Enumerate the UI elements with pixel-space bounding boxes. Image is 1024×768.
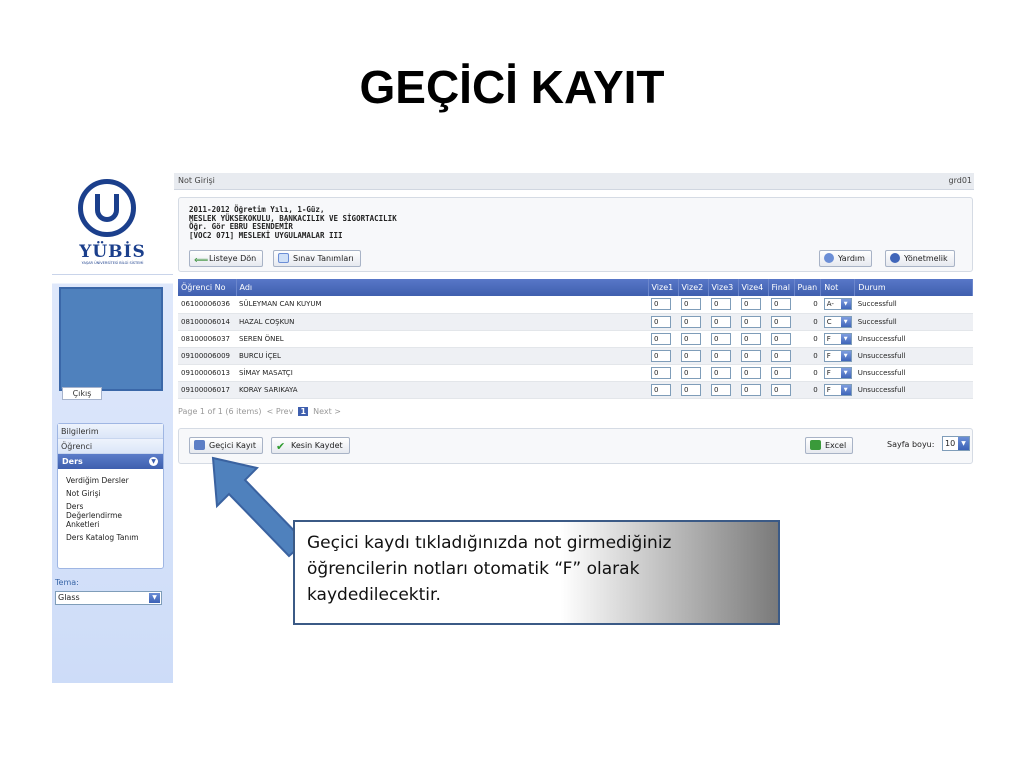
excel-label: Excel [825,441,847,450]
course-department: MESLEK YÜKSEKOKULU, BANKACILIK VE SİGORTACILIK [189,213,397,223]
student-number: 08100006037 [181,334,230,343]
chevron-down-icon[interactable]: ▼ [841,317,851,327]
grid-header-row [178,279,973,296]
final-input[interactable]: 0 [771,298,791,310]
vize3-input[interactable]: 0 [711,298,731,310]
vize2-input[interactable]: 0 [681,367,701,379]
grade-value: C [826,317,832,326]
vize1-input[interactable]: 0 [651,333,671,345]
final-input[interactable]: 0 [771,333,791,345]
logout-button[interactable]: Çıkış [62,387,102,400]
floppy-disk-icon [194,440,205,450]
col-not[interactable]: Not [821,279,855,296]
col-vize2[interactable]: Vize2 [678,279,708,296]
course-instructor: Öğr. Gör EBRU ESENDEMİR [189,222,293,231]
theme-value: Glass [58,593,80,602]
vize4-input[interactable]: 0 [741,350,761,362]
vize1-input[interactable]: 0 [651,367,671,379]
grade-select[interactable] [824,333,852,345]
pager-prev[interactable]: < Prev [266,407,294,416]
course-name: [VOC2 071] MESLEKİ UYGULAMALAR III [189,230,343,240]
excel-export-button[interactable] [805,437,853,454]
student-name: KORAY SARIKAYA [239,385,298,394]
pager [178,407,341,416]
grades-grid [178,279,973,399]
pager-current[interactable]: 1 [300,407,307,416]
status-value: Successfull [857,317,897,326]
vize2-input[interactable]: 0 [681,384,701,396]
grade-value: F [826,334,831,343]
pager-next[interactable]: Next > [313,407,341,416]
col-vize3[interactable]: Vize3 [708,279,738,296]
menu-ders-label: Ders [62,457,83,466]
col-durum[interactable]: Durum [855,279,973,296]
logo [52,173,173,275]
menu-item-bilgilerim[interactable]: Bilgilerim [58,424,163,439]
page-size-select[interactable] [942,436,970,451]
submenu-not-girisi[interactable]: Not Girişi [66,489,101,498]
chevron-down-icon[interactable]: ▼ [149,457,158,466]
grade-value: F [826,368,831,377]
table-row[interactable] [178,330,973,347]
exam-definitions-button[interactable] [273,250,361,267]
student-name: SÜLEYMAN CAN KUYUM [239,300,322,309]
final-save-label: Kesin Kaydet [291,441,343,450]
document-icon [278,253,289,263]
avatar [59,287,163,391]
grade-value: A- [826,300,834,309]
final-input[interactable]: 0 [771,384,791,396]
vize1-input[interactable]: 0 [651,384,671,396]
back-to-list-button[interactable] [189,250,263,267]
callout-text: Geçici kaydı tıkladığınızda not girmediğiniz öğrencilerin notları otomatik “F” olarak kaydedilecektir. [307,533,672,605]
student-number: 08100006014 [181,317,230,326]
chevron-down-icon[interactable]: ▼ [149,593,160,603]
vize2-input[interactable]: 0 [681,350,701,362]
grade-value: F [826,385,831,394]
grade-select[interactable] [824,298,852,310]
theme-label: Tema: [55,578,79,587]
grade-value: F [826,351,831,360]
grade-select[interactable] [824,367,852,379]
col-final[interactable]: Final [768,279,794,296]
score-value: 0 [813,334,818,343]
col-adi[interactable]: Adı [236,279,648,296]
score-value: 0 [813,368,818,377]
final-input[interactable]: 0 [771,350,791,362]
student-name: BURCU İÇEL [239,351,281,360]
sidebar [52,173,173,683]
vize3-input[interactable]: 0 [711,367,731,379]
menu-item-ders[interactable] [58,454,163,469]
table-row[interactable] [178,364,973,381]
vize3-input[interactable]: 0 [711,350,731,362]
help-button[interactable] [819,250,872,267]
status-value: Successfull [857,300,897,309]
chevron-down-icon[interactable]: ▼ [841,385,851,395]
col-puan[interactable]: Puan [794,279,821,296]
regulation-label: Yönetmelik [904,254,948,263]
vize4-input[interactable]: 0 [741,367,761,379]
callout-box [293,520,780,625]
col-vize4[interactable]: Vize4 [738,279,768,296]
help-label: Yardım [838,254,865,263]
vize2-input[interactable]: 0 [681,316,701,328]
page-size-value: 10 [945,439,956,448]
grade-select[interactable] [824,316,852,328]
chevron-down-icon[interactable]: ▼ [958,437,969,450]
vize1-input[interactable]: 0 [651,316,671,328]
vize4-input[interactable]: 0 [741,298,761,310]
checkmark-icon: ✔ [276,440,286,453]
chevron-down-icon[interactable]: ▼ [841,368,851,378]
score-value: 0 [813,351,818,360]
table-row[interactable] [178,296,973,313]
table-row[interactable] [178,313,973,330]
menu-item-ogrenci[interactable]: Öğrenci [58,439,163,454]
vize1-input[interactable]: 0 [651,298,671,310]
status-value: Unsuccessfull [857,334,906,343]
score-value: 0 [813,300,818,309]
logo-text: YÜBİS [79,242,146,262]
arrow-left-icon: ⟸ [194,255,209,266]
final-input[interactable]: 0 [771,367,791,379]
course-info-text [189,206,397,240]
student-number: 09100006009 [181,351,230,360]
info-icon [890,253,900,263]
grid-body [178,296,973,398]
submenu-ders-degerlendirme[interactable]: Ders Değerlendirme Anketleri [66,502,123,529]
student-name: SEREN ÖNEL [239,334,284,343]
student-number: 06100006036 [181,300,230,309]
col-vize1[interactable]: Vize1 [648,279,678,296]
table-row[interactable] [178,381,973,398]
logo-emblem-icon [78,179,136,237]
status-value: Unsuccessfull [857,351,906,360]
table-row[interactable] [178,347,973,364]
submenu-ders-katalog[interactable]: Ders Katalog Tanım [66,533,139,542]
chevron-down-icon[interactable]: ▼ [841,334,851,344]
final-input[interactable]: 0 [771,316,791,328]
breadcrumb: Not Girişi [178,176,215,185]
theme-select[interactable] [55,591,162,605]
exam-definitions-label: Sınav Tanımları [293,254,354,263]
vize3-input[interactable]: 0 [711,384,731,396]
pager-summary: Page 1 of 1 (6 items) [178,407,262,416]
vize2-input[interactable]: 0 [681,298,701,310]
score-value: 0 [813,385,818,394]
page-size-label: Sayfa boyu: [887,440,935,449]
student-number: 09100006013 [181,368,230,377]
student-number: 09100006017 [181,385,230,394]
help-icon [824,253,834,263]
vize4-input[interactable]: 0 [741,316,761,328]
user-id: grd01 [948,176,972,185]
student-name: HAZAL COŞKUN [239,317,295,326]
nav-menu [57,423,164,569]
status-value: Unsuccessfull [857,368,906,377]
grade-select[interactable] [824,384,852,396]
vize3-input[interactable]: 0 [711,333,731,345]
col-ogrenci-no[interactable]: Öğrenci No [178,279,236,296]
vize1-input[interactable]: 0 [651,350,671,362]
slide-title: GEÇİCİ KAYIT [359,61,665,113]
course-term: 2011-2012 Öğretim Yılı, 1-Güz, [189,205,325,214]
vize2-input[interactable]: 0 [681,333,701,345]
vize4-input[interactable]: 0 [741,384,761,396]
temporary-save-label: Geçici Kayıt [209,441,257,450]
grade-select[interactable] [824,350,852,362]
back-to-list-label: Listeye Dön [209,254,257,263]
logo-subtitle: YAŞAR ÜNİVERSİTESİ BİLGİ SİSTEMİ [81,261,144,265]
regulation-button[interactable] [885,250,955,267]
vize3-input[interactable]: 0 [711,316,731,328]
excel-icon [810,440,821,450]
chevron-down-icon[interactable]: ▼ [841,351,851,361]
submenu-verdigim-dersler[interactable]: Verdiğim Dersler [66,476,129,485]
student-name: SİMAY MASATÇI [239,368,293,377]
top-bar [174,173,974,190]
status-value: Unsuccessfull [857,385,906,394]
course-info-panel [178,197,973,272]
score-value: 0 [813,317,818,326]
chevron-down-icon[interactable]: ▼ [841,299,851,309]
vize4-input[interactable]: 0 [741,333,761,345]
